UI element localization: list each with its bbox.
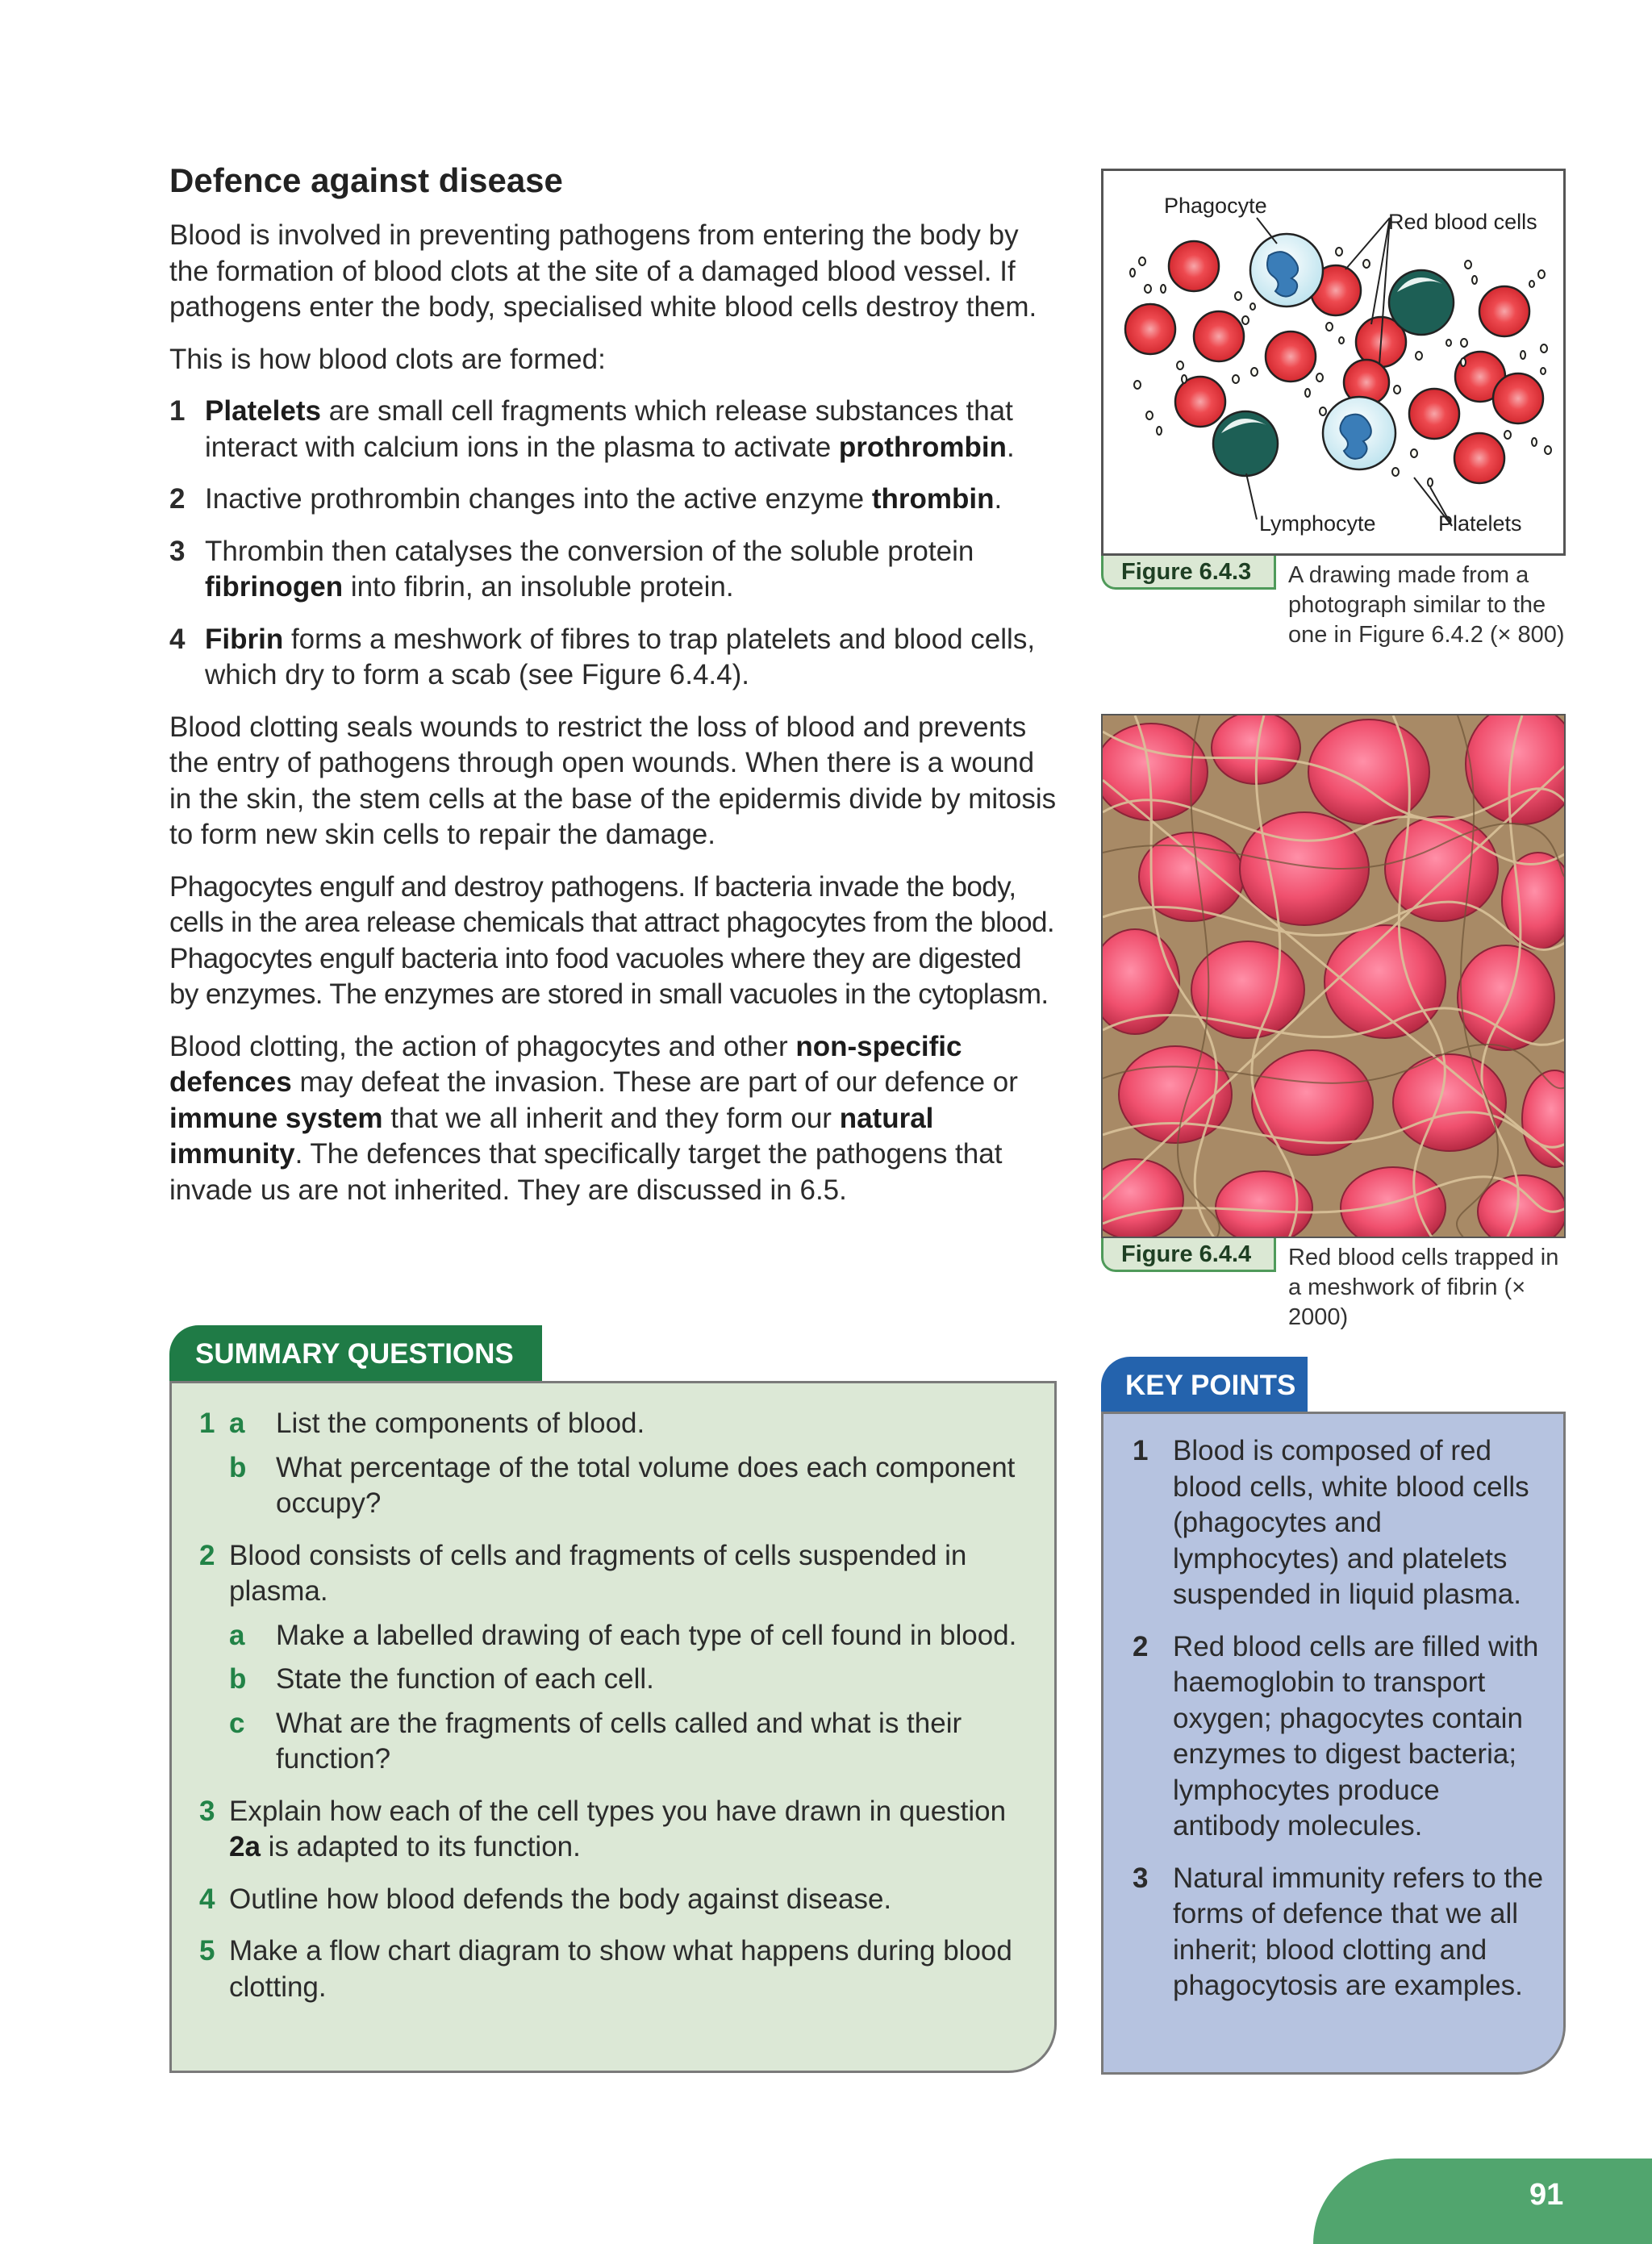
question-text: Outline how blood defends the body against disease. [229,1883,892,1915]
label-phagocyte: Phagocyte [1164,194,1267,218]
bold-term: prothrombin [838,431,1007,463]
text-run: Inactive prothrombin changes into the active enzyme [205,483,872,515]
label-lymphocyte: Lymphocyte [1259,511,1376,536]
question-1 [199,1406,1022,1522]
text-run: forms a meshwork of fibres to trap platelets and blood cells, which dry to form a scab (see Figure 6.4.4). [205,623,1036,690]
key-point-text: Blood is composed of red blood cells, white blood cells (phagocytes and lymphocytes) and platelets suspended in liquid plasma. [1173,1435,1529,1610]
question-text: is adapted to its function. [260,1831,581,1862]
sub-label: c [229,1707,245,1739]
blood-cells-illustration [1103,171,1563,553]
key-points-title: KEY POINTS [1101,1357,1308,1413]
text-run: that we all inherit and they form our [382,1102,840,1134]
main-text-column [169,161,1057,1224]
question-3 [199,1794,1022,1866]
sub-label: a [229,1619,245,1651]
question-1b [229,1450,1022,1522]
text-run: . The defences that specifically target the pathogens that invade us are not inherited. They are discussed in 6.5. [169,1138,1003,1206]
question-number: 5 [199,1935,215,1967]
step-text [205,395,1015,463]
immunity-paragraph [169,1029,1057,1209]
text-run: Blood clotting, the action of phagocytes and other [169,1030,796,1062]
question-text: Explain how each of the cell types you have drawn in question [229,1795,1007,1827]
step-text [205,483,1002,515]
key-point-text: Red blood cells are filled with haemoglobin to transport oxygen; phagocytes contain enzymes to digest bacteria; lymphocytes produce antibody molecules. [1173,1630,1539,1841]
key-point-text: Natural immunity refers to the forms of defence that we all inherit; blood clotting and phagocytosis are examples. [1173,1862,1544,2001]
text-run: . [994,483,1003,515]
question-number: 1 [199,1408,215,1439]
sub-label: a [229,1408,245,1439]
question-text: Make a labelled drawing of each type of cell found in blood. [276,1619,1017,1651]
bold-term: non-specific defences [169,1030,962,1098]
clotting-step [169,622,1057,694]
clot-intro: This is how blood clots are formed: [169,343,606,375]
bold-term: Platelets [205,395,321,427]
bold-term: natural immunity [169,1102,934,1170]
step-number: 1 [169,395,186,427]
page-number-tab [1313,2158,1652,2244]
text-run: are small cell fragments which release substances that interact with calcium ions in the plasma to activate [205,395,1013,463]
step-number: 3 [169,535,186,567]
bold-term: fibrinogen [205,571,344,603]
text-run: may defeat the invasion. These are part of our defence or [291,1066,1018,1098]
figure-tag-6-4-3: Figure 6.4.3 [1101,556,1276,590]
clotting-step [169,534,1057,606]
question-1a [229,1406,1022,1442]
clotting-paragraph: Blood clotting seals wounds to restrict the loss of blood and prevents the entry of pathogens through open wounds. When there is a wound in the skin, the stem cells at the base of the epidermis divide by mitosis to form new skin cells to repair the damage. [169,711,1057,850]
key-point [1133,1433,1547,1613]
summary-questions-title: SUMMARY QUESTIONS [169,1325,542,1382]
clotting-step [169,482,1057,518]
clotting-steps [169,394,1057,694]
question-2 [199,1538,1022,1778]
text-run: into fibrin, an insoluble protein. [343,571,734,603]
key-point [1133,1861,1547,2004]
bold-term: immune system [169,1102,383,1134]
label-red-blood-cells: Red blood cells [1388,210,1537,234]
text-run: Thrombin then catalyses the conversion of the soluble protein [205,535,974,567]
question-4 [199,1882,1022,1918]
figure-caption-6-4-4: Red blood cells trapped in a meshwork of fibrin (× 2000) [1288,1245,1559,1330]
key-point [1133,1629,1547,1845]
fibrin-meshwork-image [1103,715,1566,1238]
figure-tag-6-4-4: Figure 6.4.4 [1101,1238,1276,1272]
section-heading: Defence against disease [169,161,563,199]
bold-term: Fibrin [205,623,284,655]
question-reference: 2a [229,1831,261,1862]
question-text: Make a flow chart diagram to show what happens during blood clotting. [229,1935,1012,2003]
question-2b [229,1662,1022,1698]
step-text [205,624,1035,691]
question-2a [229,1618,1022,1654]
question-5 [199,1933,1022,2005]
key-point-number: 3 [1133,1862,1149,1894]
key-point-number: 1 [1133,1435,1149,1466]
page-number: 91 [1529,2178,1564,2212]
question-text: Blood consists of cells and fragments of cells suspended in plasma. [229,1539,967,1607]
question-number: 2 [199,1539,215,1571]
question-text: List the components of blood. [276,1408,645,1439]
label-platelets: Platelets [1438,511,1522,536]
figure-fibrin-micrograph [1101,714,1566,1238]
phagocytes-paragraph: Phagocytes engulf and destroy pathogens. If bacteria invade the body, cells in the area release chemicals that attract phagocytes from the blood. Phagocytes engulf bacteria into food vacuoles where they are digested by enzymes. The enzymes are stored in small vacuoles in the cytoplasm. [169,870,1054,1010]
clotting-step [169,394,1057,465]
key-point-number: 2 [1133,1630,1149,1662]
question-number: 3 [199,1795,215,1827]
text-run: . [1006,431,1015,463]
key-points-box [1101,1412,1566,2075]
figure-caption-6-4-3: A drawing made from a photograph similar to the one in Figure 6.4.2 (× 800) [1288,562,1565,648]
figure-blood-cells-drawing [1101,169,1566,556]
question-text: What percentage of the total volume does each component occupy? [276,1451,1016,1519]
intro-paragraph: Blood is involved in preventing pathogens from entering the body by the formation of blood clots at the site of a damaged blood vessel. If pathogens enter the body, specialised white blood cells destroy them. [169,219,1037,323]
question-text: State the function of each cell. [276,1663,654,1695]
sub-label: b [229,1451,247,1483]
question-2c [229,1706,1022,1778]
question-number: 4 [199,1883,215,1915]
sub-label: b [229,1663,247,1695]
step-text [205,536,974,603]
step-number: 2 [169,483,186,515]
summary-questions-box [169,1381,1057,2073]
bold-term: thrombin [871,483,995,515]
question-text: What are the fragments of cells called and what is their function? [276,1707,962,1775]
step-number: 4 [169,623,186,655]
